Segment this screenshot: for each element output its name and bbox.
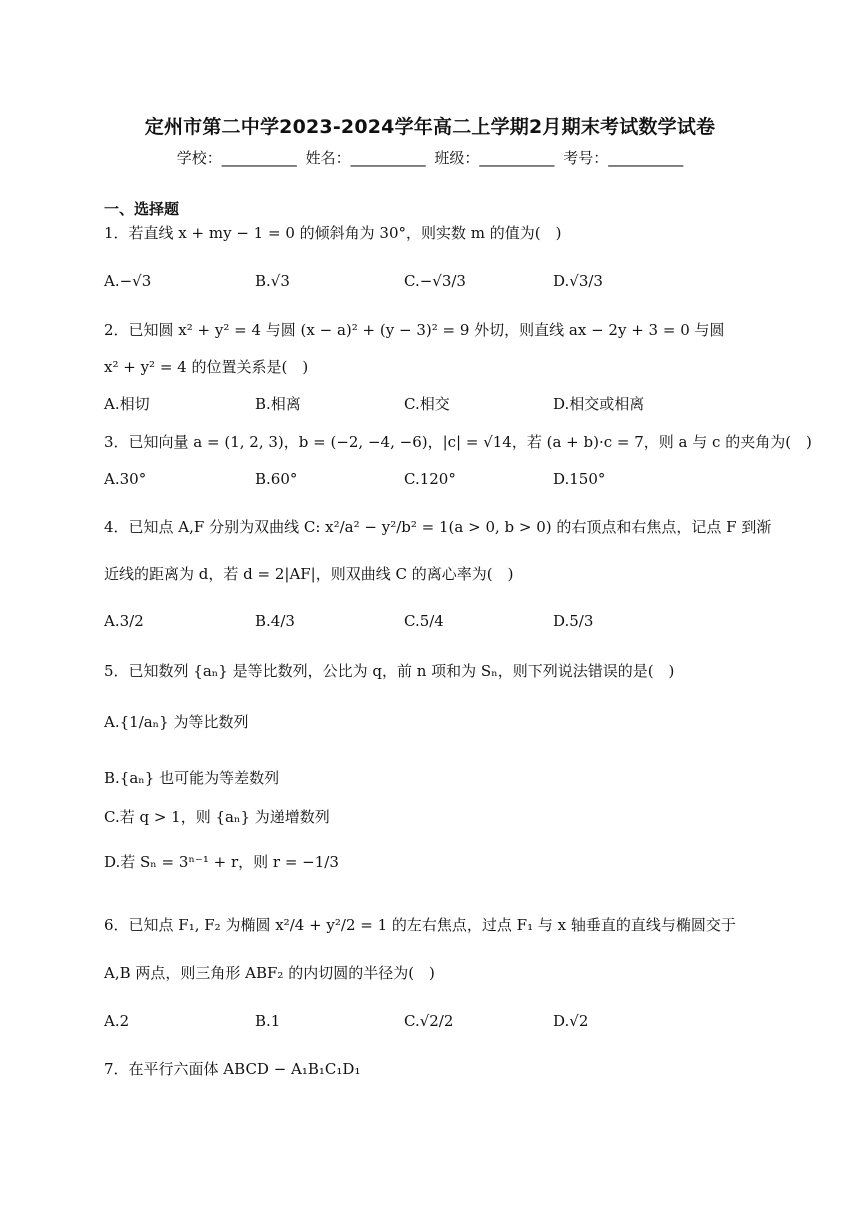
q5-option-a: A.{1/aₙ} 为等比数列 [104, 713, 249, 731]
question-6-stem-line1: 6．已知点 F₁, F₂ 为椭圆 x²/4 + y²/2 = 1 的左右焦点，过点 F₁ 与 x 轴垂直的直线与椭圆交于 [104, 916, 736, 934]
question-5-stem: 5．已知数列 {aₙ} 是等比数列，公比为 q，前 n 项和为 Sₙ，则下列说法错误的是( ) [104, 662, 675, 680]
q5-option-c: C.若 q > 1，则 {aₙ} 为递增数列 [104, 808, 330, 826]
student-info-row [0, 147, 860, 168]
q6-option-c: C.√2/2 [404, 1012, 454, 1030]
class-field: 班级：__________ [434, 149, 555, 167]
q6-option-d: D.√2 [553, 1012, 589, 1030]
q1-option-d: D.√3/3 [553, 272, 603, 290]
q3-option-c: C.120° [404, 470, 456, 488]
q5-option-b: B.{aₙ} 也可能为等差数列 [104, 769, 280, 787]
q2-option-a: A.相切 [104, 395, 150, 413]
page-title: 定州市第二中学2023-2024学年高二上学期2月期末考试数学试卷 [144, 116, 716, 138]
section-heading: 一、选择题 [104, 200, 180, 218]
question-2-stem-line1: 2．已知圆 x² + y² = 4 与圆 (x − a)² + (y − 3)² = 9 外切，则直线 ax − 2y + 3 = 0 与圆 [104, 321, 725, 339]
question-7-stem: 7．在平行六面体 ABCD − A₁B₁C₁D₁ [104, 1060, 361, 1078]
q1-option-c: C.−√3/3 [404, 272, 466, 290]
q3-option-d: D.150° [553, 470, 606, 488]
q2-option-b: B.相离 [255, 395, 301, 413]
question-1-stem: 1．若直线 x + my − 1 = 0 的倾斜角为 30°，则实数 m 的值为( ) [104, 224, 562, 242]
school-field: 学校：__________ [176, 149, 297, 167]
q6-option-b: B.1 [255, 1012, 281, 1030]
question-4-stem-line1: 4．已知点 A,F 分别为双曲线 C: x²/a² − y²/b² = 1(a > 0, b > 0) 的右顶点和右焦点，记点 F 到渐 [104, 518, 772, 536]
question-3-stem: 3．已知向量 a = (1, 2, 3)，b = (−2, −4, −6)，|c| = √14，若 (a + b)·c = 7，则 a 与 c 的夹角为( ) [104, 433, 812, 451]
q6-option-a: A.2 [104, 1012, 130, 1030]
q2-option-d: D.相交或相离 [553, 395, 645, 413]
question-4-stem-line2: 近线的距离为 d，若 d = 2|AF|，则双曲线 C 的离心率为( ) [104, 565, 514, 583]
q4-option-a: A.3/2 [104, 612, 144, 630]
q5-option-d: D.若 Sₙ = 3ⁿ⁻¹ + r，则 r = −1/3 [104, 853, 339, 871]
q1-option-a: A.−√3 [104, 272, 152, 290]
name-field: 姓名：__________ [305, 149, 426, 167]
exam-number-field: 考号：__________ [563, 149, 684, 167]
q2-option-c: C.相交 [404, 395, 450, 413]
q4-option-c: C.5/4 [404, 612, 444, 630]
q4-option-b: B.4/3 [255, 612, 295, 630]
q3-option-a: A.30° [104, 470, 147, 488]
q4-option-d: D.5/3 [553, 612, 594, 630]
question-6-stem-line2: A,B 两点，则三角形 ABF₂ 的内切圆的半径为( ) [104, 964, 435, 982]
q1-option-b: B.√3 [255, 272, 290, 290]
q3-option-b: B.60° [255, 470, 298, 488]
question-2-stem-line2: x² + y² = 4 的位置关系是( ) [104, 358, 309, 376]
